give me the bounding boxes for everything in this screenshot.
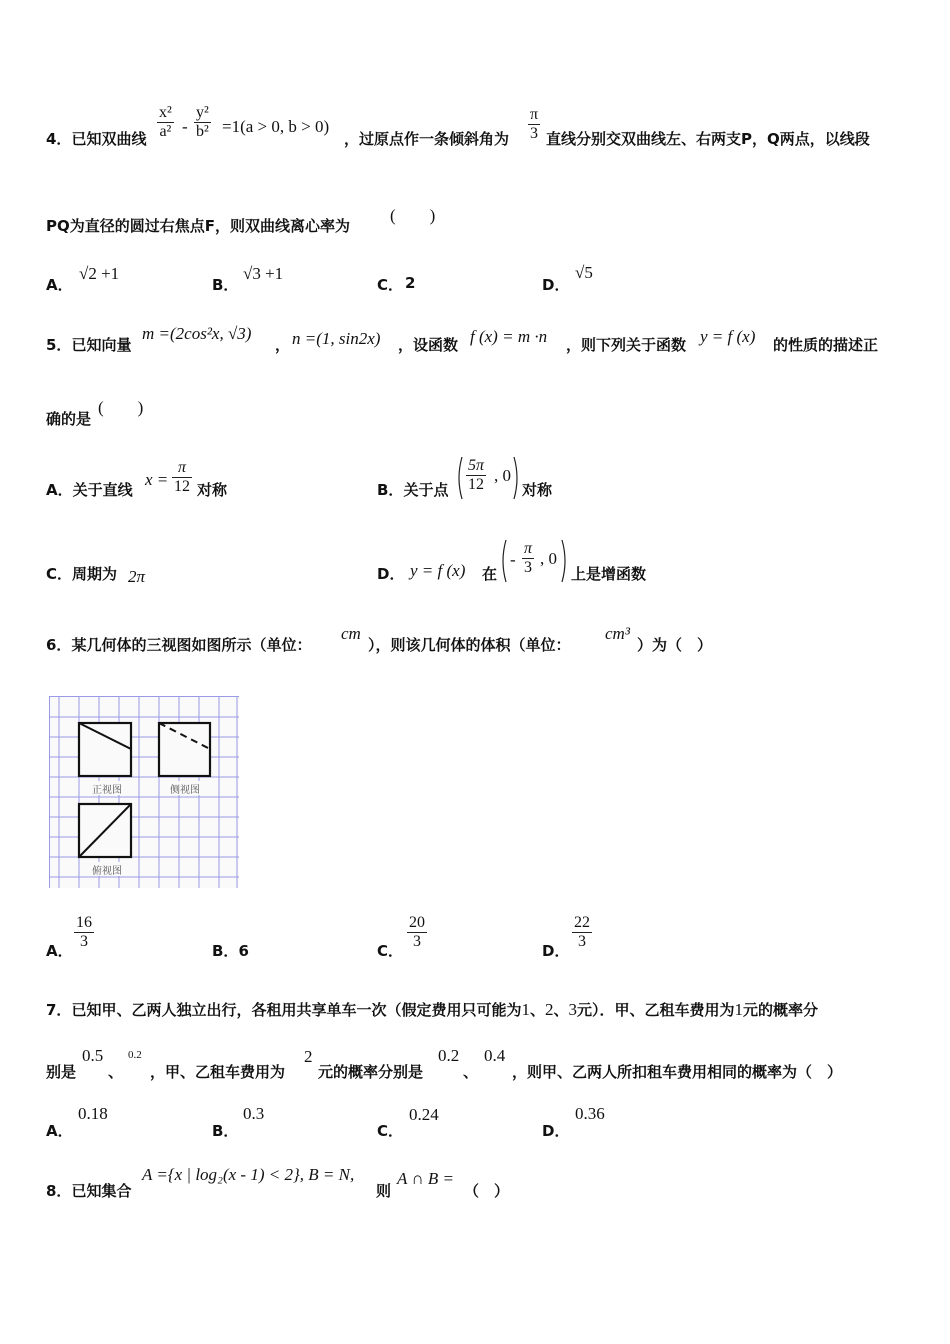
q5-optA-frac: $\frac{\pi}{12}$	[174, 459, 190, 495]
q8-text2: 则	[376, 1182, 392, 1200]
q4-minus: -	[182, 117, 188, 136]
q4-optA-label: A．	[46, 276, 73, 294]
q5-text5: 确的是	[46, 410, 92, 428]
q7-text7: ，则甲、乙两人所扣租车费用相同的概率为（ ）	[512, 1063, 843, 1081]
front-view-square	[79, 723, 131, 776]
top-view-label: 俯视图	[92, 866, 122, 877]
q6-text3: ）为（ ）	[637, 636, 713, 654]
q4-line1	[46, 128, 146, 149]
q7-text4: 别是	[46, 1063, 77, 1081]
q5-optB: B．关于点	[377, 481, 449, 499]
q4-eq-tail: =1(a > 0, b > 0)	[222, 117, 330, 136]
side-view-label: 侧视图	[170, 785, 200, 796]
q5-m-expr: m =(2cos²x, √3)	[142, 324, 252, 343]
q7-optA-value: 0.18	[78, 1104, 108, 1123]
q7-optD-value: 0.36	[575, 1104, 605, 1123]
q7-line1: 7．已知甲、乙两人独立出行，各租用共享单车一次（假定费用只可能为1、2、3元）．甲、乙租车费用为1元的概率分	[46, 1000, 819, 1019]
front-view-label: 正视图	[92, 785, 122, 796]
q5-optD-label: D．	[377, 565, 405, 583]
q6-optB: B．6	[212, 942, 249, 960]
q7-optB-label: B．	[212, 1122, 239, 1140]
q7-p4: 0.4	[484, 1046, 506, 1065]
right-paren	[562, 540, 565, 582]
q8-set-expr: A ={x | log₂(x - 1) < 2}, B = N,	[142, 1165, 355, 1184]
q6-line1: 6．某几何体的三视图如图所示（单位：	[46, 636, 312, 654]
q4-angle-frac: $\frac{\pi}{3}$	[530, 106, 539, 142]
q5-optA-math: x =	[145, 470, 169, 489]
q4-number: 4．	[46, 130, 72, 148]
q5-optA: A．关于直线	[46, 481, 133, 499]
q4-optA-value: √2 +1	[79, 264, 120, 283]
q7-optD-label: D．	[542, 1122, 570, 1140]
q4-text1: 已知双曲线	[71, 130, 147, 148]
q4-optD-value: √5	[575, 263, 593, 282]
q5-optC-math: 2π	[128, 567, 146, 586]
q8-line1: 8．已知集合	[46, 1182, 132, 1200]
q6-optC-label: C．	[377, 942, 404, 960]
q4-text3: 直线分别交双曲线左、右两支P，Q两点，以线段	[546, 130, 870, 148]
q5-optB-frac: $\frac{5\pi}{12}$	[468, 457, 485, 493]
q5-f-expr: f (x) = m ·n	[470, 327, 548, 346]
q7-p3: 0.2	[438, 1046, 460, 1065]
q5-blank: ( )	[98, 398, 144, 417]
q5-n-expr: n =(1, sin2x)	[292, 329, 381, 348]
q6-optA-label: A．	[46, 942, 73, 960]
q5-optC: C．周期为	[46, 565, 118, 583]
q4-optC-value: 2	[405, 274, 416, 292]
q7-text5: ，甲、乙租车费用为	[150, 1063, 286, 1081]
q6-optD-frac: $\frac{22}{3}$	[574, 914, 590, 950]
q4-text2: ，过原点作一条倾斜角为	[344, 130, 510, 148]
q6-optD-label: D．	[542, 942, 570, 960]
q5-optB-zero: , 0	[494, 466, 511, 485]
q7-p2: 0.2	[128, 1049, 142, 1061]
q5-optD-frac: $\frac{\pi}{3}$	[524, 540, 533, 576]
three-view-figure	[49, 696, 239, 888]
right-paren	[514, 457, 517, 499]
left-paren	[459, 457, 462, 499]
q5-y-expr: y = f (x)	[700, 327, 756, 346]
q4-text4: PQ为直径的圆过右焦点F，则双曲线离心率为	[46, 217, 350, 235]
q5-optD-text: 在	[482, 565, 498, 583]
q4-optD-label: D．	[542, 276, 570, 294]
q7-optC-label: C．	[377, 1122, 404, 1140]
q7-optB-value: 0.3	[243, 1104, 265, 1123]
q8-blank: （ ）	[464, 1182, 510, 1200]
q7-v5: 2	[304, 1047, 313, 1066]
q4-optC-label: C．	[377, 276, 404, 294]
q4-optB-label: B．	[212, 276, 239, 294]
q5-optD-tail: 上是增函数	[571, 565, 647, 583]
q4-blank: ( )	[390, 206, 436, 225]
side-view-square	[159, 723, 210, 776]
q7-optA-label: A．	[46, 1122, 73, 1140]
q8-intersection: A ∩ B =	[397, 1169, 454, 1188]
q7-optC-value: 0.24	[409, 1105, 439, 1124]
q7-p1: 0.5	[82, 1046, 104, 1065]
q5-text2: ，设函数	[398, 336, 459, 354]
q5-line1: 5．已知向量	[46, 336, 132, 354]
q6-unit2: cm³	[605, 624, 630, 643]
q5-text4: 的性质的描述正	[773, 336, 879, 354]
q6-text2: ），则该几何体的体积（单位：	[368, 636, 571, 654]
q5-optB-tail: 对称	[522, 481, 553, 499]
q7-text6: 元的概率分别是	[318, 1063, 424, 1081]
q6-optA-frac: $\frac{16}{3}$	[76, 914, 92, 950]
q4-optB-value: √3 +1	[243, 264, 284, 283]
left-paren	[503, 540, 506, 582]
q4-frac-y: $\frac{\text{y²}}{\text{b²}}$	[196, 104, 209, 140]
q5-text3: ，则下列关于函数	[566, 336, 687, 354]
q6-optC-frac: $\frac{20}{3}$	[409, 914, 425, 950]
q5-optB-parens	[455, 455, 521, 501]
q4-frac-x: $\frac{\text{x²}}{\text{a²}}$	[159, 104, 172, 140]
q5-optD-math: y = f (x)	[410, 561, 466, 580]
q6-unit1: cm	[341, 624, 361, 643]
q5-optA-tail: 对称	[197, 481, 228, 499]
